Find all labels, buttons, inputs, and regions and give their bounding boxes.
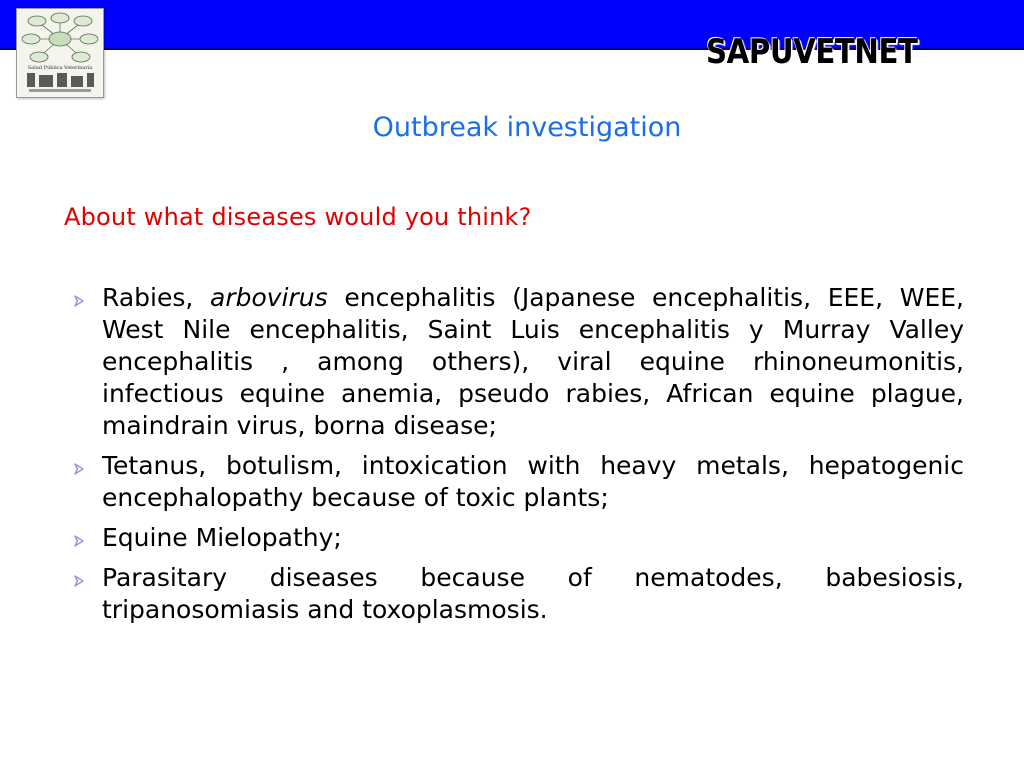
svg-text:Salud Pública Veterinaria: Salud Pública Veterinaria — [27, 65, 93, 71]
arrow-bullet-icon — [72, 563, 90, 581]
bullet-item — [64, 450, 964, 514]
arrow-bullet-icon — [72, 523, 90, 541]
brand-name: SAPUVETNET — [706, 32, 918, 72]
bullet-item — [64, 522, 964, 554]
bullet-text-rest: encephalitis (Japanese encephalitis, EEE, WEE, West Nile encephalitis, Saint Luis encephalitis y Murray Valley encephalitis , among others), viral equine rhinoneumonitis, infectious equine anemia, pseudo rabies, African equine plague, maindrain virus, borna disease; — [102, 283, 964, 440]
bullet-list — [64, 282, 964, 634]
question-heading: About what diseases would you think? — [64, 203, 532, 231]
bullet-text: Equine Mielopathy; — [102, 523, 342, 552]
bullet-item — [64, 562, 964, 626]
bullet-item — [64, 282, 964, 442]
bullet-text-lead: Rabies, — [102, 283, 210, 312]
bullet-text-italic: arbovirus — [210, 283, 328, 312]
arrow-bullet-icon — [72, 283, 90, 301]
bullet-text: Tetanus, botulism, intoxication with heavy metals, hepatogenic encephalopathy because of toxic plants; — [102, 451, 964, 512]
slide-title: Outbreak investigation — [372, 112, 682, 143]
arrow-bullet-icon — [72, 451, 90, 469]
bullet-text: Parasitary diseases because of nematodes, babesiosis, tripanosomiasis and toxoplasmosis. — [102, 563, 964, 624]
network-diagram-logo — [16, 8, 104, 98]
